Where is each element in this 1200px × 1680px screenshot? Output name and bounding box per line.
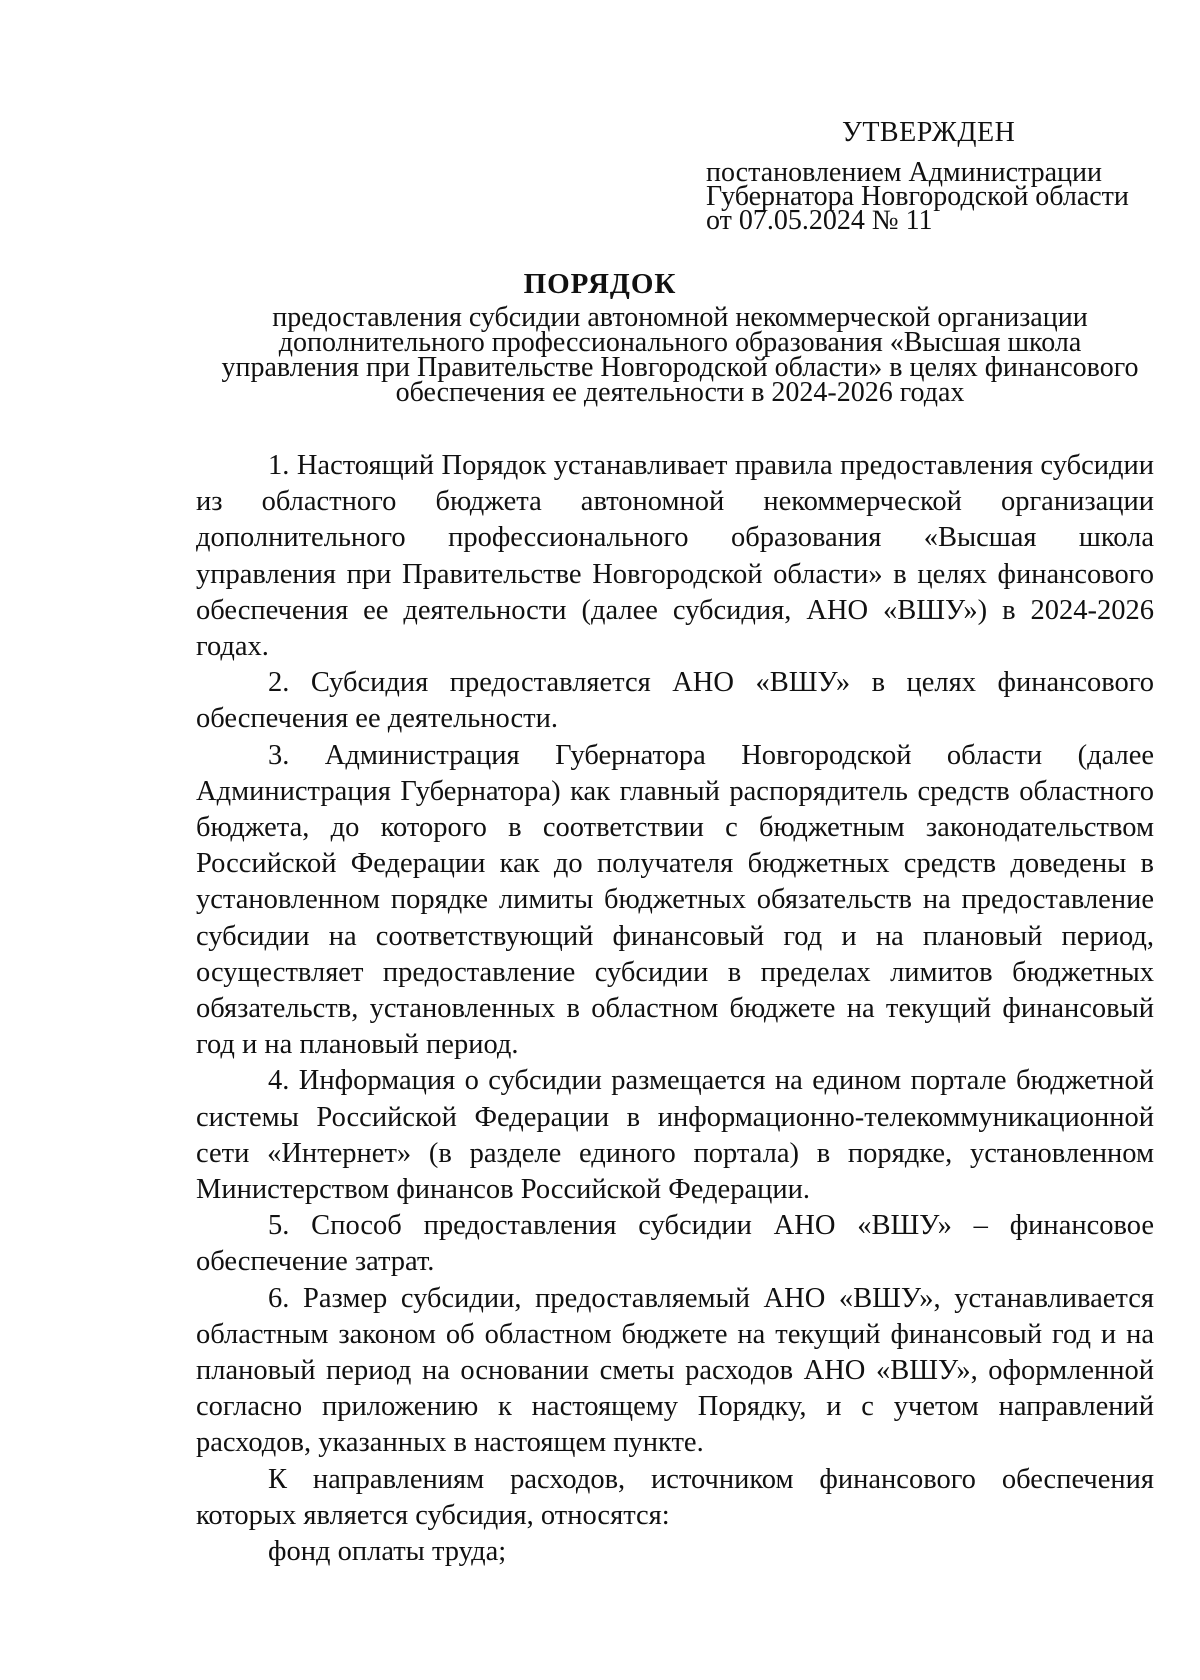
paragraph-1: 1. Настоящий Порядок устанавливает правила предоставления субсидии из областного бюджета автономной некоммерческой организации дополнительного профессионального образования «Высшая школа управления при Правительстве Новгородской области» в целях финансового обеспечения ее деятельности (далее субсидия, АНО «ВШУ») в 2024-2026 годах. xyxy=(196,450,1154,663)
document-body xyxy=(196,448,1154,1570)
subtitle-line: дополнительного профессионального образования «Высшая школа xyxy=(278,327,1082,358)
paragraph-6: 6. Размер субсидии, предоставляемый АНО «ВШУ», устанавливается областным законом об областном бюджете на текущий финансовый год и на плановый период на основании сметы расходов АНО «ВШУ», оформленной согласно приложению к настоящему Порядку, и с учетом направлений расходов, указанных в настоящем пункте. xyxy=(196,1282,1154,1459)
paragraph-5: 5. Способ предоставления субсидии АНО «ВШУ» – финансовое обеспечение затрат. xyxy=(196,1210,1154,1278)
document-title: ПОРЯДОК xyxy=(523,268,677,300)
subtitle-line: обеспечения ее деятельности в 2024-2026 годах xyxy=(395,377,965,408)
subtitle-line: предоставления субсидии автономной некоммерческой организации xyxy=(272,302,1088,333)
document-subtitle xyxy=(180,302,1180,408)
paragraph-4: 4. Информация о субсидии размещается на едином портале бюджетной системы Российской Федерации в информационно-телекоммуникационной сети «Интернет» (в разделе единого портала) в порядке, установленном Министерством финансов Российской Федерации. xyxy=(196,1065,1154,1206)
paragraph-3: 3. Администрация Губернатора Новгородской области (далее Администрация Губернатора) как главный распорядитель средств областного бюджета, до которого в соответствии с бюджетным законодательством Российской Федерации как до получателя бюджетных средств доведены в установленном порядке лимиты бюджетных обязательств на предоставление субсидии на соответствующий финансовый год и на плановый период, осуществляет предоставление субсидии в пределах лимитов бюджетных обязательств, установленных в областном бюджете на текущий финансовый год и на плановый период. xyxy=(196,739,1154,1061)
paragraph-expense-directions: К направлениям расходов, источником финансового обеспечения которых является субсидия, относятся: xyxy=(196,1463,1154,1531)
paragraph-wage-fund: фонд оплаты труда; xyxy=(268,1536,507,1568)
subtitle-line: управления при Правительстве Новгородской области» в целях финансового xyxy=(221,352,1139,383)
approval-line-1: постановлением Администрации xyxy=(706,157,1102,188)
approval-title: УТВЕРЖДЕН xyxy=(842,117,1016,148)
approval-line-2: Губернатора Новгородской области xyxy=(706,181,1129,212)
approval-line-3: от 07.05.2024 № 11 xyxy=(706,205,933,236)
paragraph-2: 2. Субсидия предоставляется АНО «ВШУ» в целях финансового обеспечения ее деятельности. xyxy=(196,667,1154,735)
